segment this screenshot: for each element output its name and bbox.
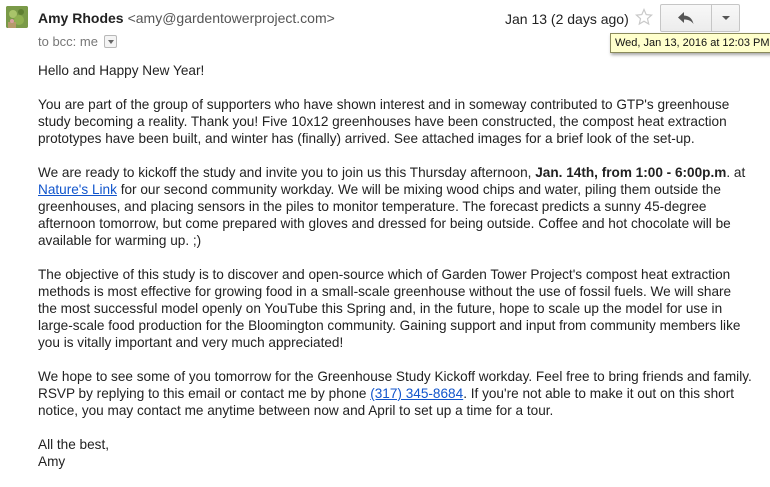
recipient-label: to bcc: me [38,34,98,49]
sender-email: <amy@gardentowerproject.com> [127,10,335,26]
sender-name[interactable]: Amy Rhodes [38,10,124,26]
paragraph-2-text-b: . at [726,165,746,180]
paragraph-2-text-c: for our second community workday. We will be mixing wood chips and water, piling them outside the greenhouses, and placing sensors in the piles to monitor temperature. The forecast predicts a sunny 45-degree afternoon tomorrow, but come prepared with gloves and dressed for being outside. Coffee and hot chocolate will be available for warming up. ;) [38,182,731,248]
reply-icon [677,11,695,25]
star-icon[interactable] [635,8,653,26]
reply-button[interactable] [660,4,712,32]
event-datetime: Jan. 14th, from 1:00 - 6:00p.m [535,165,727,180]
show-details-toggle[interactable] [104,35,117,48]
sender-avatar[interactable] [6,6,28,28]
message-date[interactable]: Jan 13 (2 days ago) [505,11,629,27]
paragraph-1: You are part of the group of supporters who have shown interest and in someway contributed to GTP's greenhouse study becoming a reality. Thank you! Five 10x12 greenhouses have been constructed, the compost heat extraction prototypes have been built, and winter has (finally) arrived. See attached images for a brief look of the set-up. [38,97,730,146]
sender [38,10,335,26]
natures-link-link[interactable]: Nature's Link [38,182,117,197]
paragraph-4 [38,368,753,419]
message-actions [660,4,740,32]
avatar-photo [6,6,28,28]
phone-link[interactable]: (317) 345-8684 [370,386,464,401]
paragraph-2 [38,164,753,249]
greeting: Hello and Happy New Year! [38,63,205,78]
paragraph-2-text-a: We are ready to kickoff the study and invite you to join us this Thursday afternoon, [38,165,536,180]
paragraph-4-text-a: We hope to see some of you tomorrow for the Greenhouse Study Kickoff workday. Feel free to bring friends and family. RSVP by replying to this email or contact me by phone [38,369,752,401]
recipient-line [38,34,117,49]
paragraph-4-text-b: . If you're not able to make it out on this short notice, you may contact me anytime between now and April to set up a time for a tour. [38,386,735,418]
more-options-button[interactable] [712,4,740,32]
date-tooltip: Wed, Jan 13, 2016 at 12:03 PM [610,33,770,53]
message-body [38,62,753,470]
message-header [0,0,770,60]
chevron-down-icon [722,16,730,20]
signature: Amy [38,454,66,469]
paragraph-3: The objective of this study is to discover and open-source which of Garden Tower Project's compost heat extraction methods is most effective for growing food in a small-scale greenhouse without the use of fossil fuels. We will share the most successful model openly on YouTube this Spring and, in the future, hope to scale up the model for use in large-scale food production for the Bloomington community. Gaining support and input from community members like you is vitally important and very much appreciated! [38,267,741,350]
signoff: All the best, [38,437,110,452]
